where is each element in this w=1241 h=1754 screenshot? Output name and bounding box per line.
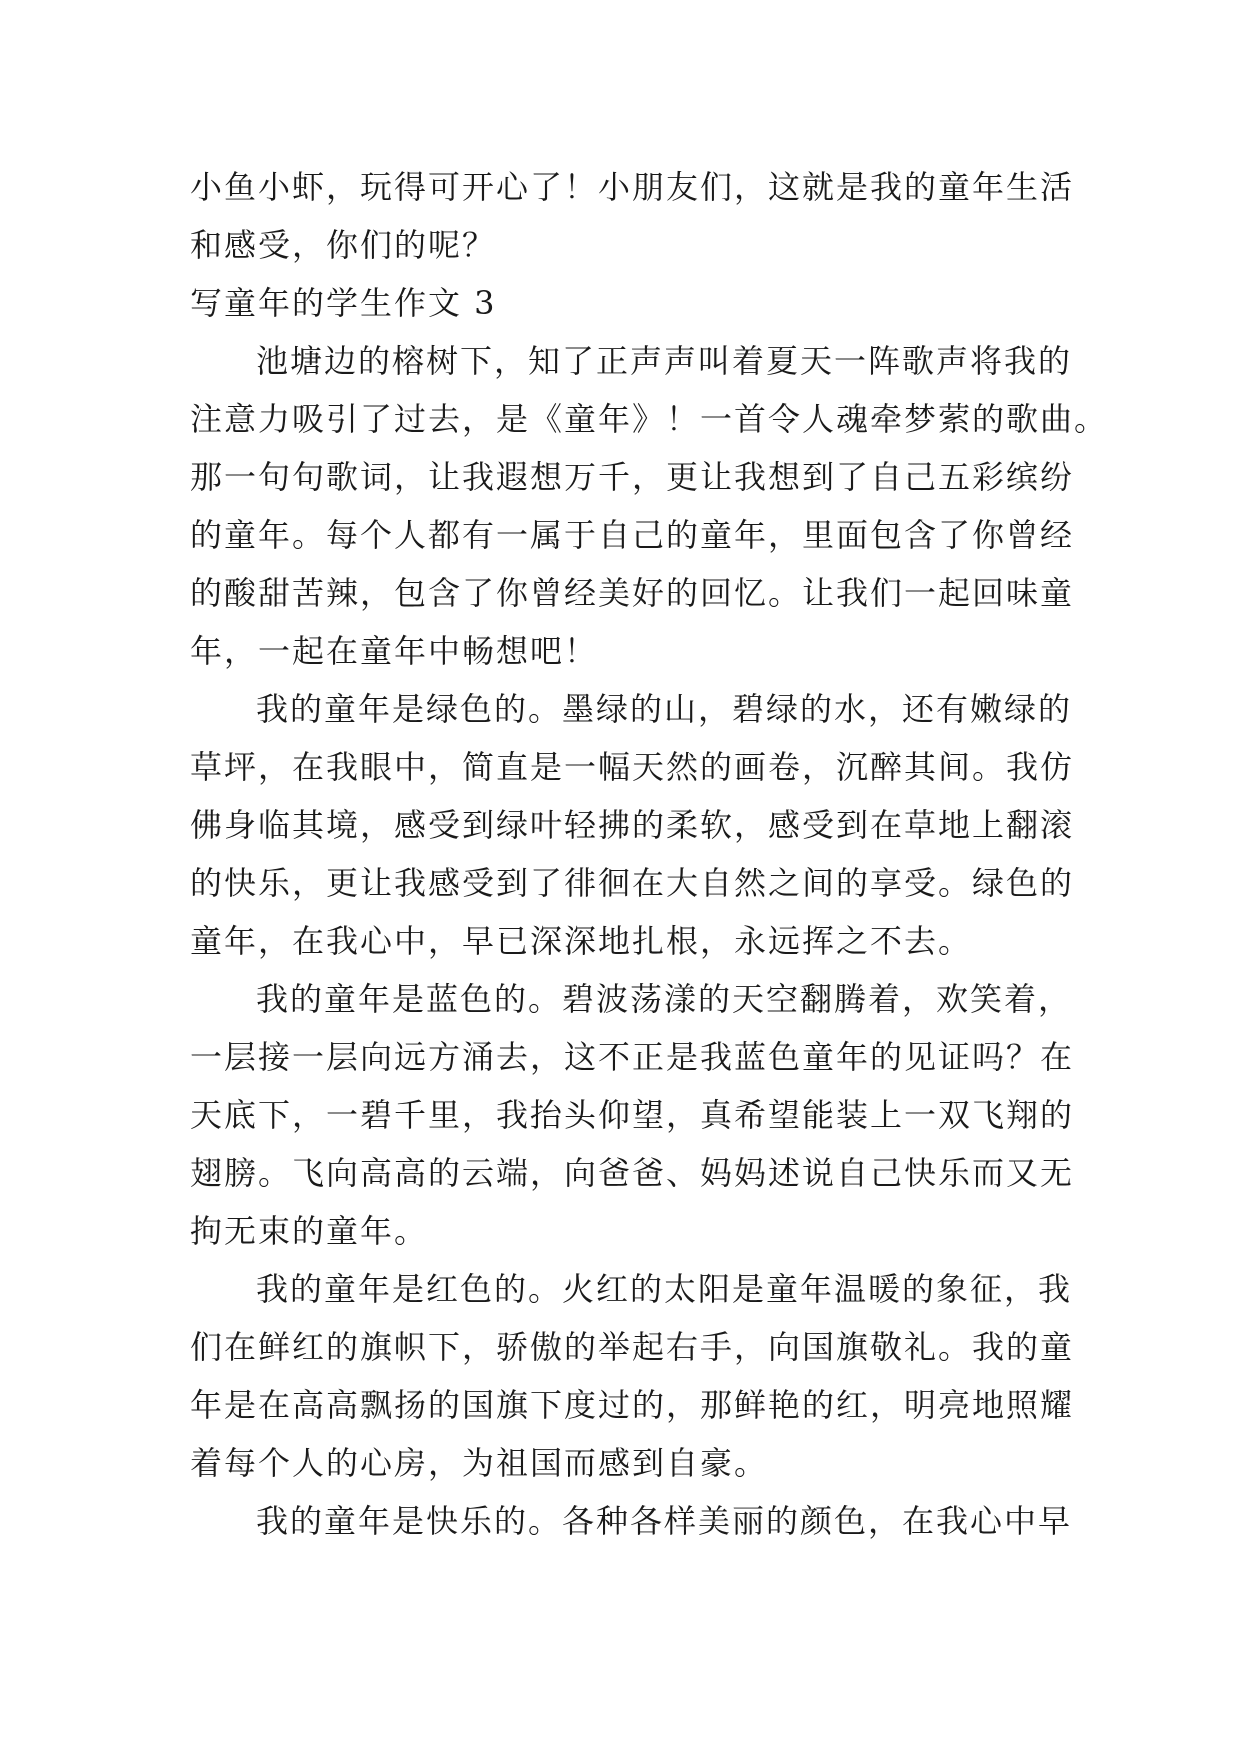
text-line: 童年，在我心中，早已深深地扎根，永远挥之不去。	[190, 922, 973, 960]
text-line: 年，一起在童年中畅想吧！	[190, 632, 599, 670]
text-line: 年是在高高飘扬的国旗下度过的，那鲜艳的红，明亮地照耀	[190, 1386, 1075, 1424]
text-line: 注意力吸引了过去，是《童年》！一首令人魂牵梦萦的歌曲。	[190, 400, 1109, 438]
section-heading: 写童年的学生作文 3	[190, 284, 497, 322]
paragraph-start-line: 我的童年是绿色的。墨绿的山，碧绿的水，还有嫩绿的	[256, 690, 1073, 728]
text-line: 佛身临其境，感受到绿叶轻拂的柔软，感受到在草地上翻滚	[190, 806, 1075, 844]
text-line: 和感受，你们的呢？	[190, 226, 497, 264]
text-line: 一层接一层向远方涌去，这不正是我蓝色童年的见证吗？在	[190, 1038, 1075, 1076]
essay-body	[190, 158, 1109, 1550]
text-line: 着每个人的心房，为祖国而感到自豪。	[190, 1444, 769, 1482]
paragraph-start-line: 我的童年是蓝色的。碧波荡漾的天空翻腾着，欢笑着，	[256, 980, 1073, 1018]
paragraph-start-line: 池塘边的榕树下，知了正声声叫着夏天一阵歌声将我的	[256, 342, 1073, 380]
text-line: 们在鲜红的旗帜下，骄傲的举起右手，向国旗敬礼。我的童	[190, 1328, 1075, 1366]
text-line: 的快乐，更让我感受到了徘徊在大自然之间的享受。绿色的	[190, 864, 1075, 902]
text-line: 的童年。每个人都有一属于自己的童年，里面包含了你曾经	[190, 516, 1075, 554]
text-line: 那一句句歌词，让我遐想万千，更让我想到了自己五彩缤纷	[190, 458, 1075, 496]
text-line: 的酸甜苦辣，包含了你曾经美好的回忆。让我们一起回味童	[190, 574, 1075, 612]
text-line: 草坪，在我眼中，简直是一幅天然的画卷，沉醉其间。我仿	[190, 748, 1075, 786]
text-line: 小鱼小虾，玩得可开心了！小朋友们，这就是我的童年生活	[190, 168, 1075, 206]
text-line: 天底下，一碧千里，我抬头仰望，真希望能装上一双飞翔的	[190, 1096, 1075, 1134]
paragraph-start-line: 我的童年是快乐的。各种各样美丽的颜色，在我心中早	[256, 1502, 1073, 1540]
text-line: 翅膀。飞向高高的云端，向爸爸、妈妈述说自己快乐而又无	[190, 1154, 1075, 1192]
paragraph-start-line: 我的童年是红色的。火红的太阳是童年温暖的象征，我	[256, 1270, 1073, 1308]
text-line: 拘无束的童年。	[190, 1212, 429, 1250]
